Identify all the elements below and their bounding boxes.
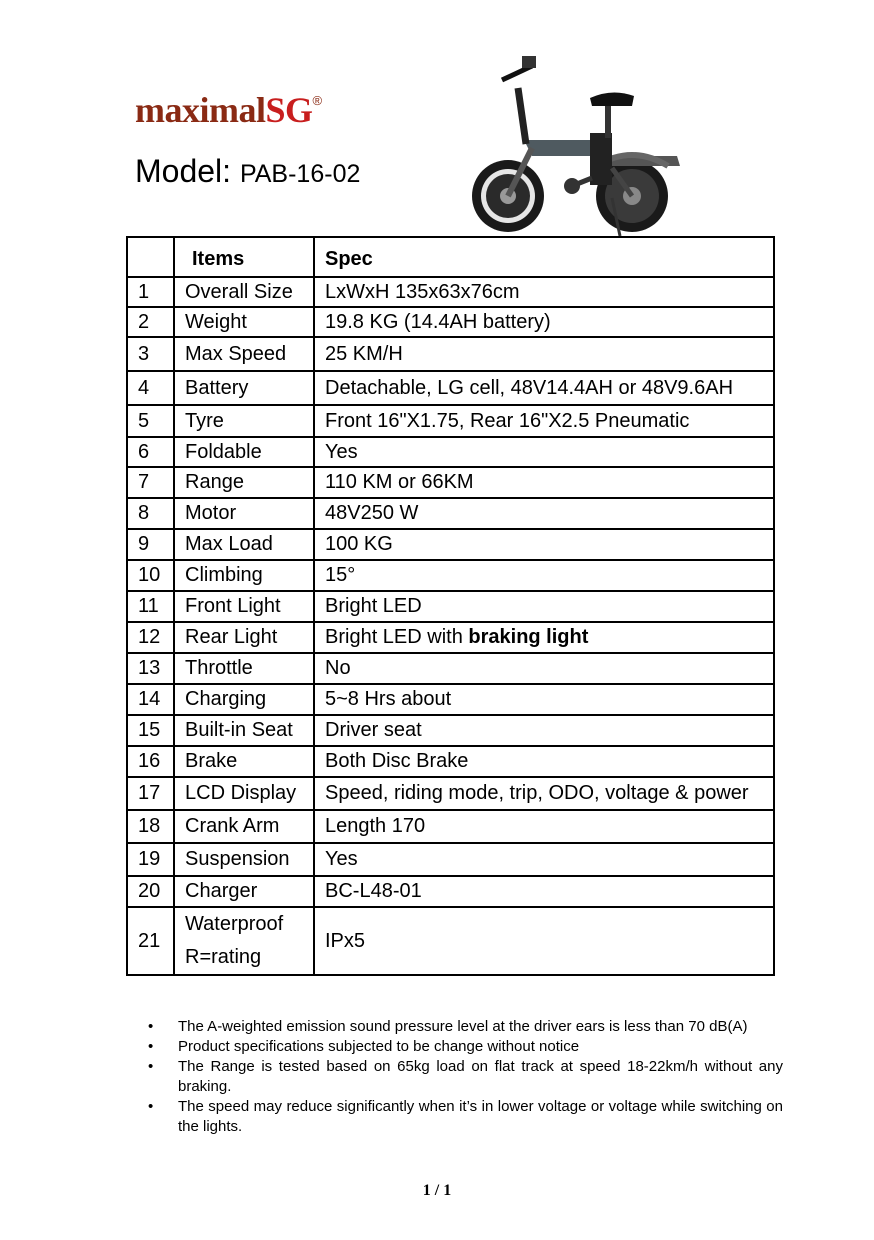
row-spec: [314, 437, 774, 467]
page-number: 1 / 1: [422, 1182, 452, 1199]
row-number: 15: [127, 715, 174, 746]
row-spec-text: LxWxH 135x63x76cm: [325, 280, 520, 303]
row-spec-text: Length 170: [325, 815, 426, 837]
table-row: [127, 843, 774, 876]
row-item: Charger: [174, 876, 314, 907]
header-spec: Spec: [314, 237, 774, 277]
model-heading: [135, 155, 360, 187]
row-number: 1: [127, 277, 174, 307]
model-code: PAB-16-02: [239, 160, 361, 188]
row-spec: [314, 337, 774, 371]
row-spec-text: Driver seat: [325, 719, 422, 741]
row-spec: [314, 529, 774, 560]
row-spec-text: Yes: [325, 848, 358, 870]
table-row: [127, 529, 774, 560]
table-row: [127, 591, 774, 622]
row-item: Built-in Seat: [174, 715, 314, 746]
row-spec-text: 25 KM/H: [325, 342, 403, 365]
note-item: • The Range is tested based on 65kg load on flat track at speed 18-22km/h without any braking.: [148, 1057, 783, 1097]
row-item: Front Light: [174, 591, 314, 622]
row-spec-text: BC-L48-01: [325, 880, 422, 902]
row-spec-text: 15°: [325, 564, 356, 586]
row-number: 9: [127, 529, 174, 560]
table-row: [127, 622, 774, 653]
row-number: 20: [127, 876, 174, 907]
brand-suffix: SG: [265, 90, 313, 130]
model-label: Model:: [135, 153, 232, 189]
brand-logo: [135, 92, 322, 128]
brand-prefix: maximal: [135, 90, 266, 130]
spec-header-row: [127, 237, 774, 277]
row-item: [174, 907, 314, 975]
registered-mark: ®: [312, 93, 322, 108]
note-item: • The speed may reduce significantly when it’s in lower voltage or voltage while switching on the lights.: [148, 1097, 783, 1137]
row-spec-text: 19.8 KG (14.4AH battery): [325, 310, 551, 333]
table-row: [127, 684, 774, 715]
table-row: [127, 876, 774, 907]
row-item: Rear Light: [174, 622, 314, 653]
e-bike-photo: [462, 48, 692, 238]
table-row: [127, 653, 774, 684]
row-item: Suspension: [174, 843, 314, 876]
row-spec-text: Bright LED with: [325, 626, 469, 648]
table-row: [127, 307, 774, 337]
row-spec: [314, 591, 774, 622]
row-spec: [314, 467, 774, 498]
row-number: 4: [127, 371, 174, 405]
row-spec-text: Bright LED: [325, 595, 422, 617]
row-spec: [314, 876, 774, 907]
row-spec: [314, 746, 774, 777]
note-item: • Product specifications subjected to be change without notice: [148, 1037, 783, 1057]
row-number: 11: [127, 591, 174, 622]
row-spec: [314, 560, 774, 591]
row-spec: [314, 777, 774, 810]
row-number: 18: [127, 810, 174, 843]
table-row: [127, 777, 774, 810]
row-number: 14: [127, 684, 174, 715]
row-spec: [314, 810, 774, 843]
table-row: [127, 437, 774, 467]
header-items: Items: [174, 237, 314, 277]
row-number: 2: [127, 307, 174, 337]
table-row: [127, 337, 774, 371]
row-spec: [314, 405, 774, 437]
row-spec-text: Yes: [325, 440, 358, 463]
row-number: 8: [127, 498, 174, 529]
table-row: [127, 277, 774, 307]
row-number: 17: [127, 777, 174, 810]
row-spec-text: Speed, riding mode, trip, ODO, voltage & power: [325, 782, 749, 804]
row-spec: [314, 498, 774, 529]
table-row: [127, 746, 774, 777]
row-item: Charging: [174, 684, 314, 715]
row-spec-text: Detachable, LG cell, 48V14.4AH or 48V9.6AH: [325, 376, 734, 399]
row-item: Throttle: [174, 653, 314, 684]
row-item: LCD Display: [174, 777, 314, 810]
notes-list: [148, 1017, 783, 1137]
table-row: [127, 810, 774, 843]
row-item-line1: Waterproof: [185, 913, 284, 935]
table-row: [127, 498, 774, 529]
table-row: [127, 405, 774, 437]
row-number: 7: [127, 467, 174, 498]
table-row: [127, 371, 774, 405]
row-number: 12: [127, 622, 174, 653]
notes-section: [148, 1017, 783, 1137]
table-row: [127, 907, 774, 975]
row-item: Max Speed: [174, 337, 314, 371]
row-spec-text: 48V250 W: [325, 502, 419, 524]
row-spec: [314, 684, 774, 715]
row-spec-text: 110 KM or 66KM: [325, 471, 474, 493]
table-row: [127, 715, 774, 746]
row-item: Weight: [174, 307, 314, 337]
row-spec: [314, 907, 774, 975]
table-row: [127, 560, 774, 591]
row-number: 5: [127, 405, 174, 437]
row-number: 21: [127, 907, 174, 975]
spec-table: [126, 236, 775, 976]
note-item: • The A-weighted emission sound pressure level at the driver ears is less than 70 dB(A): [148, 1017, 783, 1037]
table-row: [127, 467, 774, 498]
row-number: 16: [127, 746, 174, 777]
row-spec: [314, 371, 774, 405]
row-spec-text: Both Disc Brake: [325, 750, 469, 772]
row-item: Climbing: [174, 560, 314, 591]
row-spec: [314, 843, 774, 876]
row-spec: [314, 277, 774, 307]
row-item-line2: R=rating: [185, 946, 262, 968]
row-number: 19: [127, 843, 174, 876]
row-number: 10: [127, 560, 174, 591]
row-item: Overall Size: [174, 277, 314, 307]
row-number: 3: [127, 337, 174, 371]
row-spec-text: Front 16"X1.75, Rear 16"X2.5 Pneumatic: [325, 409, 690, 432]
row-spec-bold: braking light: [468, 626, 589, 648]
row-number: 13: [127, 653, 174, 684]
row-item: Foldable: [174, 437, 314, 467]
row-spec: [314, 715, 774, 746]
row-spec: [314, 653, 774, 684]
row-spec: [314, 307, 774, 337]
row-number: 6: [127, 437, 174, 467]
row-item: Motor: [174, 498, 314, 529]
header-number: [127, 237, 174, 277]
row-item: Range: [174, 467, 314, 498]
row-spec: [314, 622, 774, 653]
row-item: Max Load: [174, 529, 314, 560]
row-spec-text: 5~8 Hrs about: [325, 688, 452, 710]
row-spec-text: 100 KG: [325, 533, 393, 555]
row-spec-text: IPx5: [325, 929, 366, 952]
row-item: Crank Arm: [174, 810, 314, 843]
row-item: Brake: [174, 746, 314, 777]
row-item: Battery: [174, 371, 314, 405]
row-item: Tyre: [174, 405, 314, 437]
row-spec-text: No: [325, 657, 351, 679]
